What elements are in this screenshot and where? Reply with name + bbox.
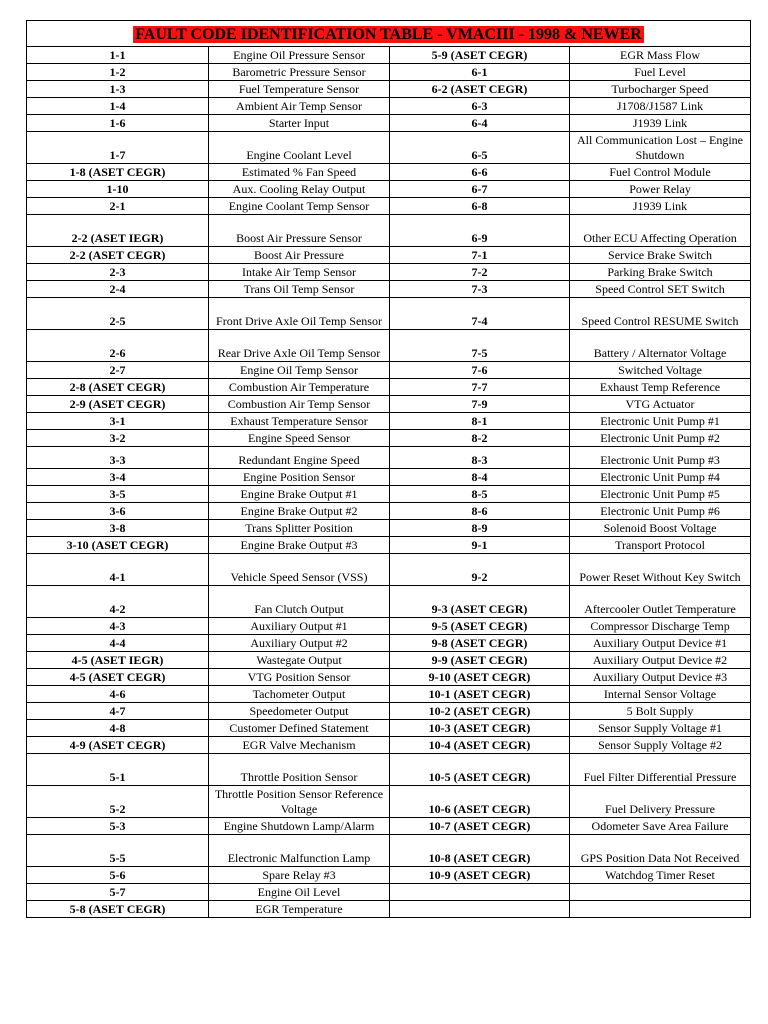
table-row	[27, 181, 751, 198]
table-row	[27, 362, 751, 379]
description-left: Engine Shutdown Lamp/Alarm	[209, 818, 390, 835]
fault-code-right: 5-9 (ASET CEGR)	[390, 47, 570, 64]
fault-code-right: 10-7 (ASET CEGR)	[390, 818, 570, 835]
description-right: Switched Voltage	[570, 362, 751, 379]
description-right: Service Brake Switch	[570, 247, 751, 264]
table-row	[27, 737, 751, 754]
description-left: Intake Air Temp Sensor	[209, 264, 390, 281]
fault-code-right: 8-6	[390, 503, 570, 520]
description-right: Sensor Supply Voltage #2	[570, 737, 751, 754]
description-right: Odometer Save Area Failure	[570, 818, 751, 835]
table-row	[27, 618, 751, 635]
title-row	[27, 21, 751, 47]
fault-code-right: 6-2 (ASET CEGR)	[390, 81, 570, 98]
fault-code-right: 8-3	[390, 447, 570, 469]
fault-code-right: 6-3	[390, 98, 570, 115]
fault-code-left: 4-5 (ASET CEGR)	[27, 669, 209, 686]
description-right: Fuel Filter Differential Pressure	[570, 754, 751, 786]
fault-code-left: 4-9 (ASET CEGR)	[27, 737, 209, 754]
description-right: Fuel Delivery Pressure	[570, 786, 751, 818]
fault-code-right: 9-2	[390, 554, 570, 586]
fault-code-right: 10-6 (ASET CEGR)	[390, 786, 570, 818]
table-title: FAULT CODE IDENTIFICATION TABLE - VMACIII - 1998 & NEWER	[135, 25, 642, 43]
description-left: Engine Brake Output #1	[209, 486, 390, 503]
table-row	[27, 754, 751, 786]
table-row	[27, 132, 751, 164]
description-right: VTG Actuator	[570, 396, 751, 413]
description-right: Transport Protocol	[570, 537, 751, 554]
description-left: Exhaust Temperature Sensor	[209, 413, 390, 430]
description-right: 5 Bolt Supply	[570, 703, 751, 720]
fault-code-left: 1-10	[27, 181, 209, 198]
description-left: Engine Coolant Level	[209, 132, 390, 164]
fault-code-right: 8-9	[390, 520, 570, 537]
fault-code-right: 10-5 (ASET CEGR)	[390, 754, 570, 786]
table-row	[27, 115, 751, 132]
description-left: EGR Valve Mechanism	[209, 737, 390, 754]
description-right: Fuel Level	[570, 64, 751, 81]
fault-code-left: 3-2	[27, 430, 209, 447]
description-right: EGR Mass Flow	[570, 47, 751, 64]
table-row	[27, 430, 751, 447]
table-row	[27, 537, 751, 554]
fault-code-left: 5-1	[27, 754, 209, 786]
description-left: Engine Speed Sensor	[209, 430, 390, 447]
table-row	[27, 520, 751, 537]
description-left: Combustion Air Temperature	[209, 379, 390, 396]
fault-code-right: 10-4 (ASET CEGR)	[390, 737, 570, 754]
fault-code-right: 6-9	[390, 215, 570, 247]
description-right: J1708/J1587 Link	[570, 98, 751, 115]
fault-code-right: 7-5	[390, 330, 570, 362]
fault-code-right: 8-5	[390, 486, 570, 503]
fault-code-left: 2-4	[27, 281, 209, 298]
description-right: Auxiliary Output Device #1	[570, 635, 751, 652]
table-row	[27, 264, 751, 281]
description-left: Fuel Temperature Sensor	[209, 81, 390, 98]
fault-code-table	[26, 20, 751, 918]
table-row	[27, 669, 751, 686]
fault-code-right: 7-9	[390, 396, 570, 413]
description-left: Engine Oil Temp Sensor	[209, 362, 390, 379]
description-right: Electronic Unit Pump #5	[570, 486, 751, 503]
fault-code-right: 7-1	[390, 247, 570, 264]
fault-code-left: 5-8 (ASET CEGR)	[27, 901, 209, 918]
fault-code-right: 9-5 (ASET CEGR)	[390, 618, 570, 635]
fault-code-left: 2-8 (ASET CEGR)	[27, 379, 209, 396]
description-left: Speedometer Output	[209, 703, 390, 720]
description-right	[570, 901, 751, 918]
fault-code-right: 10-1 (ASET CEGR)	[390, 686, 570, 703]
description-right: Electronic Unit Pump #2	[570, 430, 751, 447]
table-row	[27, 635, 751, 652]
description-right: Auxiliary Output Device #3	[570, 669, 751, 686]
description-left: Engine Coolant Temp Sensor	[209, 198, 390, 215]
description-left: Starter Input	[209, 115, 390, 132]
description-right: Battery / Alternator Voltage	[570, 330, 751, 362]
description-left: Auxiliary Output #2	[209, 635, 390, 652]
fault-code-right: 9-10 (ASET CEGR)	[390, 669, 570, 686]
fault-code-right: 10-9 (ASET CEGR)	[390, 867, 570, 884]
fault-code-left: 3-4	[27, 469, 209, 486]
description-left: Customer Defined Statement	[209, 720, 390, 737]
table-row	[27, 652, 751, 669]
fault-code-left: 4-8	[27, 720, 209, 737]
table-row	[27, 247, 751, 264]
description-left: Electronic Malfunction Lamp	[209, 835, 390, 867]
description-left: VTG Position Sensor	[209, 669, 390, 686]
fault-code-right: 6-5	[390, 132, 570, 164]
fault-code-left: 1-3	[27, 81, 209, 98]
table-body	[27, 21, 751, 918]
description-right	[570, 884, 751, 901]
table-row	[27, 469, 751, 486]
fault-code-right: 10-2 (ASET CEGR)	[390, 703, 570, 720]
fault-code-right: 7-3	[390, 281, 570, 298]
fault-code-left: 3-1	[27, 413, 209, 430]
description-left: Boost Air Pressure Sensor	[209, 215, 390, 247]
table-row	[27, 47, 751, 64]
fault-code-left: 5-6	[27, 867, 209, 884]
fault-code-right: 6-8	[390, 198, 570, 215]
table-row	[27, 867, 751, 884]
description-left: Barometric Pressure Sensor	[209, 64, 390, 81]
table-row	[27, 298, 751, 330]
title-cell	[27, 21, 751, 47]
description-left: Redundant Engine Speed	[209, 447, 390, 469]
table-row	[27, 330, 751, 362]
description-left: Aux. Cooling Relay Output	[209, 181, 390, 198]
table-row	[27, 447, 751, 469]
description-right: Auxiliary Output Device #2	[570, 652, 751, 669]
fault-code-right: 10-3 (ASET CEGR)	[390, 720, 570, 737]
fault-code-right: 9-8 (ASET CEGR)	[390, 635, 570, 652]
fault-code-left: 4-6	[27, 686, 209, 703]
description-right: Speed Control RESUME Switch	[570, 298, 751, 330]
description-left: Rear Drive Axle Oil Temp Sensor	[209, 330, 390, 362]
fault-code-left: 1-1	[27, 47, 209, 64]
fault-code-right: 8-1	[390, 413, 570, 430]
table-row	[27, 486, 751, 503]
description-right: Sensor Supply Voltage #1	[570, 720, 751, 737]
description-right: Aftercooler Outlet Temperature	[570, 586, 751, 618]
fault-code-right: 6-1	[390, 64, 570, 81]
table-row	[27, 198, 751, 215]
fault-code-left: 3-10 (ASET CEGR)	[27, 537, 209, 554]
description-left: Throttle Position Sensor Reference Voltage	[209, 786, 390, 818]
fault-code-left: 2-5	[27, 298, 209, 330]
table-row	[27, 835, 751, 867]
description-left: Trans Oil Temp Sensor	[209, 281, 390, 298]
fault-code-left: 5-7	[27, 884, 209, 901]
fault-code-right: 8-2	[390, 430, 570, 447]
fault-code-right: 10-8 (ASET CEGR)	[390, 835, 570, 867]
description-right: J1939 Link	[570, 115, 751, 132]
description-right: Other ECU Affecting Operation	[570, 215, 751, 247]
fault-code-left: 4-4	[27, 635, 209, 652]
fault-code-left: 1-4	[27, 98, 209, 115]
fault-code-right	[390, 884, 570, 901]
fault-code-left: 3-6	[27, 503, 209, 520]
table-row	[27, 379, 751, 396]
fault-code-left: 4-7	[27, 703, 209, 720]
description-left: Engine Position Sensor	[209, 469, 390, 486]
description-right: Compressor Discharge Temp	[570, 618, 751, 635]
description-right: Power Reset Without Key Switch	[570, 554, 751, 586]
table-row	[27, 98, 751, 115]
fault-code-left: 2-9 (ASET CEGR)	[27, 396, 209, 413]
fault-code-left: 5-2	[27, 786, 209, 818]
description-right: J1939 Link	[570, 198, 751, 215]
fault-code-right: 7-7	[390, 379, 570, 396]
description-left: Tachometer Output	[209, 686, 390, 703]
description-left: Wastegate Output	[209, 652, 390, 669]
description-left: Spare Relay #3	[209, 867, 390, 884]
fault-code-left: 3-3	[27, 447, 209, 469]
description-left: Estimated % Fan Speed	[209, 164, 390, 181]
fault-code-right: 7-2	[390, 264, 570, 281]
description-right: All Communication Lost – Engine Shutdown	[570, 132, 751, 164]
table-row	[27, 215, 751, 247]
fault-code-left: 5-5	[27, 835, 209, 867]
table-row	[27, 413, 751, 430]
description-left: Engine Oil Pressure Sensor	[209, 47, 390, 64]
fault-code-left: 2-6	[27, 330, 209, 362]
fault-code-left: 4-5 (ASET IEGR)	[27, 652, 209, 669]
fault-code-left: 2-2 (ASET CEGR)	[27, 247, 209, 264]
fault-code-left: 1-8 (ASET CEGR)	[27, 164, 209, 181]
description-left: Throttle Position Sensor	[209, 754, 390, 786]
fault-code-left: 2-3	[27, 264, 209, 281]
table-row	[27, 720, 751, 737]
fault-code-left: 2-7	[27, 362, 209, 379]
description-right: Internal Sensor Voltage	[570, 686, 751, 703]
description-right: Electronic Unit Pump #4	[570, 469, 751, 486]
fault-code-right: 9-3 (ASET CEGR)	[390, 586, 570, 618]
fault-code-right: 8-4	[390, 469, 570, 486]
description-right: Watchdog Timer Reset	[570, 867, 751, 884]
fault-code-left: 4-2	[27, 586, 209, 618]
fault-code-right: 9-1	[390, 537, 570, 554]
description-left: EGR Temperature	[209, 901, 390, 918]
description-right: Parking Brake Switch	[570, 264, 751, 281]
table-row	[27, 901, 751, 918]
table-row	[27, 786, 751, 818]
fault-code-left: 1-2	[27, 64, 209, 81]
table-row	[27, 884, 751, 901]
description-left: Trans Splitter Position	[209, 520, 390, 537]
fault-code-left: 3-8	[27, 520, 209, 537]
description-right: Solenoid Boost Voltage	[570, 520, 751, 537]
table-row	[27, 686, 751, 703]
table-row	[27, 586, 751, 618]
description-right: Exhaust Temp Reference	[570, 379, 751, 396]
table-row	[27, 818, 751, 835]
fault-code-left: 4-1	[27, 554, 209, 586]
table-row	[27, 396, 751, 413]
description-left: Auxiliary Output #1	[209, 618, 390, 635]
description-left: Vehicle Speed Sensor (VSS)	[209, 554, 390, 586]
description-right: Speed Control SET Switch	[570, 281, 751, 298]
description-right: Electronic Unit Pump #1	[570, 413, 751, 430]
table-row	[27, 554, 751, 586]
description-right: Fuel Control Module	[570, 164, 751, 181]
fault-code-left: 2-1	[27, 198, 209, 215]
description-left: Ambient Air Temp Sensor	[209, 98, 390, 115]
fault-code-left: 1-7	[27, 132, 209, 164]
description-right: Electronic Unit Pump #6	[570, 503, 751, 520]
description-right: GPS Position Data Not Received	[570, 835, 751, 867]
fault-code-right: 6-4	[390, 115, 570, 132]
description-left: Boost Air Pressure	[209, 247, 390, 264]
fault-code-left: 3-5	[27, 486, 209, 503]
fault-code-right: 7-6	[390, 362, 570, 379]
description-right: Power Relay	[570, 181, 751, 198]
table-row	[27, 164, 751, 181]
fault-code-right: 6-6	[390, 164, 570, 181]
description-right: Electronic Unit Pump #3	[570, 447, 751, 469]
table-row	[27, 703, 751, 720]
description-right: Turbocharger Speed	[570, 81, 751, 98]
fault-code-right: 9-9 (ASET CEGR)	[390, 652, 570, 669]
fault-code-right: 6-7	[390, 181, 570, 198]
description-left: Front Drive Axle Oil Temp Sensor	[209, 298, 390, 330]
table-row	[27, 81, 751, 98]
table-row	[27, 281, 751, 298]
description-left: Engine Brake Output #2	[209, 503, 390, 520]
fault-code-left: 1-6	[27, 115, 209, 132]
fault-code-right: 7-4	[390, 298, 570, 330]
description-left: Engine Brake Output #3	[209, 537, 390, 554]
fault-code-left: 2-2 (ASET IEGR)	[27, 215, 209, 247]
description-left: Fan Clutch Output	[209, 586, 390, 618]
fault-code-left: 4-3	[27, 618, 209, 635]
description-left: Engine Oil Level	[209, 884, 390, 901]
description-left: Combustion Air Temp Sensor	[209, 396, 390, 413]
fault-code-left: 5-3	[27, 818, 209, 835]
table-row	[27, 503, 751, 520]
fault-code-right	[390, 901, 570, 918]
table-row	[27, 64, 751, 81]
